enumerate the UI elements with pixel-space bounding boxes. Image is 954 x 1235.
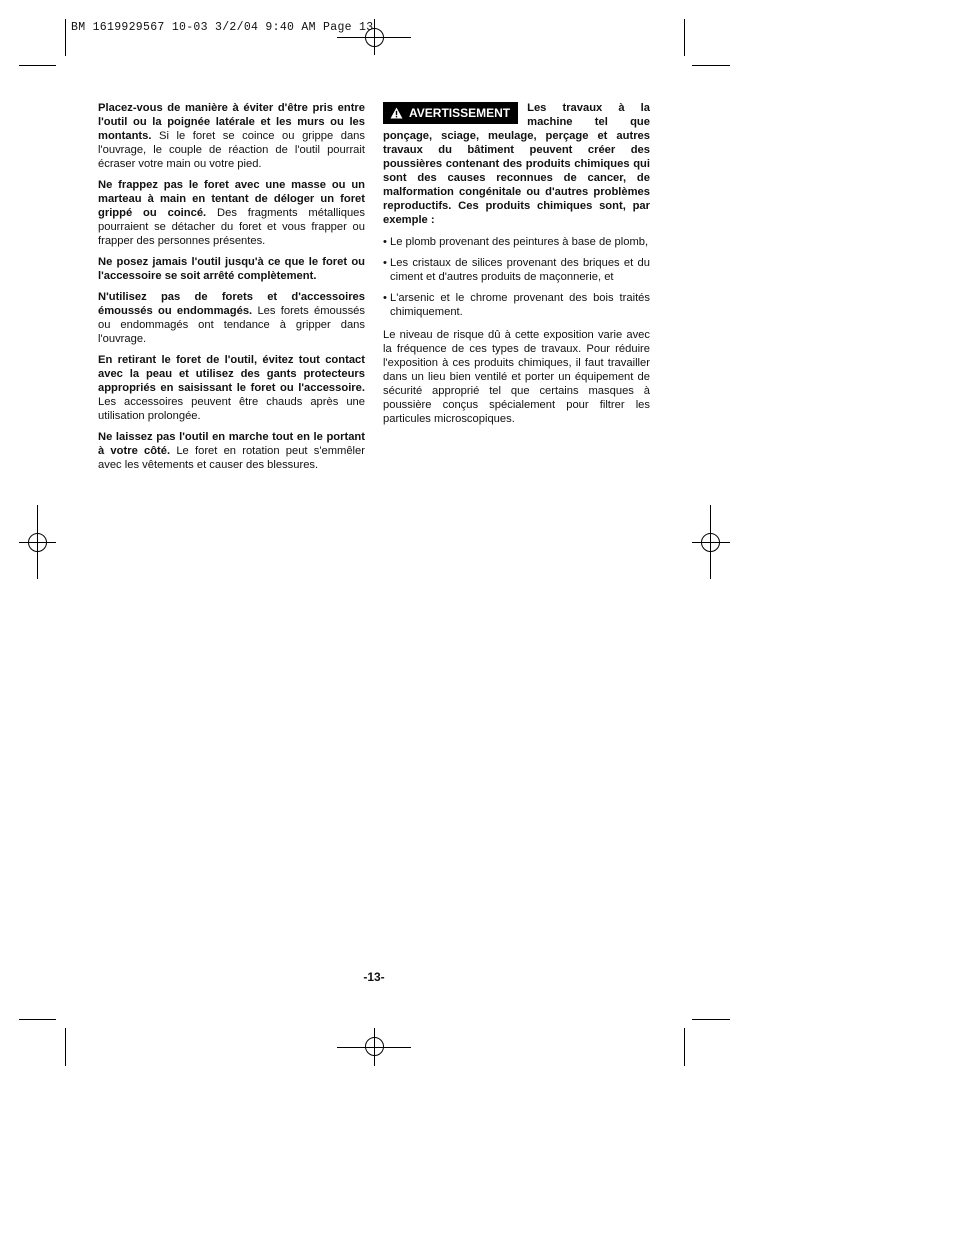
closing-paragraph: Le niveau de risque dû à cette exposition varie avec la fréquence de ces types de travaux. Pour réduire l'exposition à ces produits chimiques, il faut travailler dans un lieu bien ventilé et porter un équipement de sécurité approprié tel que certains masques à poussière conçus spécialement pour filtrer les particules microscopiques. xyxy=(383,329,650,425)
warning-text: Les travaux à la machine tel que ponçage, sciage, meulage, perçage et autres travaux du bâtiment peuvent créer des poussières contenant des produits chimiques qui sont des causes reconnues de cancer, de malformation congénitale ou d'autres problèmes reproductifs. Ces produits chimiques sont, par exemple : xyxy=(383,102,650,226)
crop-mark xyxy=(684,19,685,56)
right-column xyxy=(383,101,650,433)
safety-paragraph: Ne laissez pas l'outil en marche tout en le portant à votre côté. Le foret en rotation peut s'emmêler avec les vêtements et causer des blessures. xyxy=(98,431,365,471)
safety-paragraph: N'utilisez pas de forets et d'accessoires émoussés ou endommagés. Les forets émoussés ou endommagés ont tendance à gripper dans l'ouvrage. xyxy=(98,291,365,345)
crosshair-registration-mark-icon xyxy=(701,533,720,552)
list-item: • Les cristaux de silices provenant des briques et du ciment et d'autres produits de maçonnerie, et xyxy=(383,256,650,284)
list-item: • Le plomb provenant des peintures à base de plomb, xyxy=(383,235,650,249)
crop-mark xyxy=(19,65,56,66)
safety-paragraph: Placez-vous de manière à éviter d'être pris entre l'outil ou la poignée latérale et les murs ou les montants. Si le foret se coince ou grippe dans l'ouvrage, le couple de réaction de l'outil pourrait écraser votre main ou votre pied. xyxy=(98,102,365,170)
chemical-list xyxy=(383,235,650,319)
crosshair-registration-mark-icon xyxy=(365,1037,384,1056)
warning-badge xyxy=(383,102,518,124)
crop-mark xyxy=(692,65,730,66)
safety-paragraph: En retirant le foret de l'outil, évitez tout contact avec la peau et utilisez des gants protecteurs appropriés en saisissant le foret ou l'accessoire. Les accessoires peuvent être chauds après une utilisation prolongée. xyxy=(98,354,365,422)
warning-block xyxy=(383,101,650,227)
crop-mark xyxy=(65,1028,66,1066)
crop-mark xyxy=(684,1028,685,1066)
list-item: • L'arsenic et le chrome provenant des bois traités chimiquement. xyxy=(383,291,650,319)
crop-mark xyxy=(65,19,66,56)
left-column xyxy=(98,101,365,479)
crosshair-registration-mark-icon xyxy=(365,28,384,47)
warning-triangle-icon xyxy=(390,107,403,119)
crosshair-registration-mark-icon xyxy=(28,533,47,552)
crop-mark xyxy=(692,1019,730,1020)
crop-mark xyxy=(19,1019,56,1020)
print-slug: BM 1619929567 10-03 3/2/04 9:40 AM Page 13 xyxy=(71,21,374,34)
safety-paragraph: Ne frappez pas le foret avec une masse ou un marteau à main en tentant de déloger un foret grippé ou coincé. Des fragments métalliques pourraient se détacher du foret et vous frapper ou frapper des personnes présentes. xyxy=(98,179,365,247)
page-number: -13- xyxy=(363,970,385,984)
warning-label: AVERTISSEMENT xyxy=(409,106,511,120)
safety-paragraph: Ne posez jamais l'outil jusqu'à ce que le foret ou l'accessoire se soit arrêté complètement. xyxy=(98,256,365,282)
